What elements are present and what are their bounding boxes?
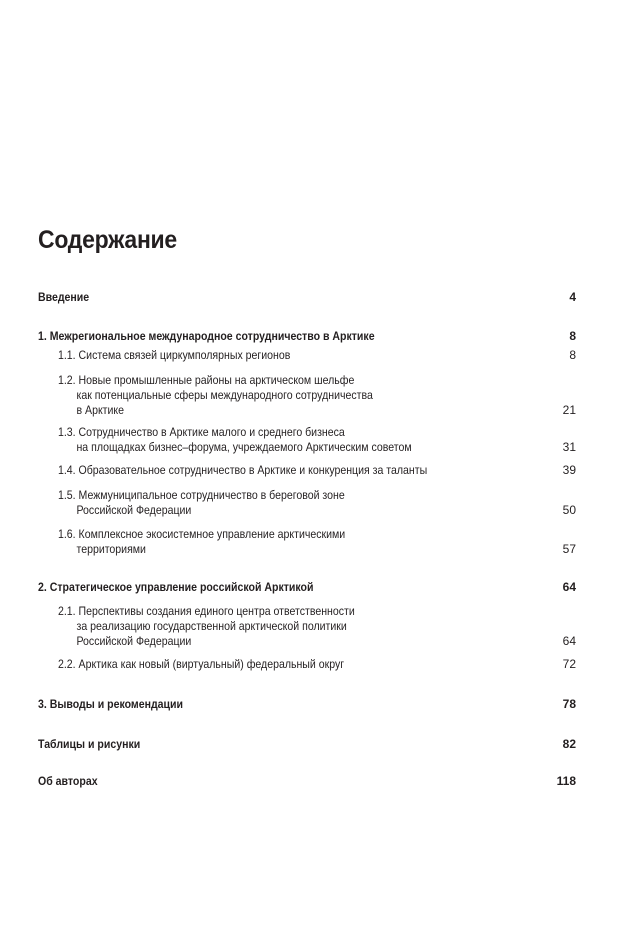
- toc-entry-2-1[interactable]: [58, 604, 576, 649]
- toc-entry-label: 1.4. Образовательное сотрудничество в Арктике и конкуренция за таланты: [58, 463, 428, 477]
- toc-page-number: 50: [562, 503, 576, 517]
- toc-entry-1-6[interactable]: [58, 527, 576, 557]
- toc-entry-1-3[interactable]: [58, 425, 576, 455]
- page-title: Содержание: [38, 226, 177, 254]
- toc-page-number: 31: [562, 440, 576, 454]
- toc-entry-1-1[interactable]: [58, 348, 576, 363]
- toc-entry-2-2[interactable]: [58, 657, 576, 672]
- toc-entry-authors[interactable]: [38, 774, 576, 789]
- toc-entry-label: Об авторах: [38, 774, 98, 788]
- toc-entry-label-line: на площадках бизнес–форума, учреждаемого Арктическим советом: [76, 440, 412, 454]
- toc-entry-label: 1.3. Сотрудничество в Арктике малого и среднего бизнеса: [58, 425, 345, 439]
- toc-entry-chapter-2[interactable]: [38, 580, 576, 595]
- toc-entry-tables[interactable]: [38, 737, 576, 752]
- toc-entry-label: 1. Межрегиональное международное сотрудничество в Арктике: [38, 329, 375, 343]
- toc-entry-label-line: как потенциальные сферы международного сотрудничества: [76, 388, 373, 402]
- toc-entry-label: Введение: [38, 290, 90, 304]
- toc-page-number: 4: [569, 290, 576, 304]
- toc-page-number: 118: [556, 774, 576, 788]
- toc-entry-label: 1.5. Межмуниципальное сотрудничество в береговой зоне: [58, 488, 345, 502]
- toc-page-number: 78: [562, 697, 576, 711]
- toc-page-number: 72: [562, 657, 576, 671]
- toc-page-number: 8: [569, 329, 576, 343]
- toc-page-number: 57: [562, 542, 576, 556]
- toc-entry-label-line: в Арктике: [76, 403, 125, 417]
- toc-entry-label: 2.2. Арктика как новый (виртуальный) федеральный округ: [58, 657, 345, 671]
- toc-entry-intro[interactable]: [38, 290, 576, 305]
- toc-entry-label: 2. Стратегическое управление российской Арктикой: [38, 580, 314, 594]
- toc-entry-1-2[interactable]: [58, 373, 576, 418]
- toc-entry-label-line: Российской Федерации: [76, 634, 192, 648]
- toc-entry-label: 2.1. Перспективы создания единого центра ответственности: [58, 604, 355, 618]
- toc-entry-1-4[interactable]: [58, 463, 576, 478]
- toc-entry-label: 1.1. Система связей циркумполярных регионов: [58, 348, 291, 362]
- toc-page-number: 64: [562, 634, 576, 648]
- toc-entry-chapter-1[interactable]: [38, 329, 576, 344]
- toc-entry-label: Таблицы и рисунки: [38, 737, 141, 751]
- toc-entry-label-line: за реализацию государственной арктической политики: [76, 619, 347, 633]
- toc-page-number: 21: [562, 403, 576, 417]
- toc-entry-label: 3. Выводы и рекомендации: [38, 697, 184, 711]
- toc-page-number: 82: [562, 737, 576, 751]
- toc-page-number: 39: [562, 463, 576, 477]
- toc-entry-label-line: территориями: [76, 542, 146, 556]
- toc-entry-label-line: Российской Федерации: [76, 503, 192, 517]
- toc-entry-chapter-3[interactable]: [38, 697, 576, 712]
- toc-page-number: 64: [562, 580, 576, 594]
- toc-page-number: 8: [569, 348, 576, 362]
- toc-entry-label: 1.2. Новые промышленные районы на арктическом шельфе: [58, 373, 355, 387]
- toc-entry-label: 1.6. Комплексное экосистемное управление арктическими: [58, 527, 346, 541]
- toc-entry-1-5[interactable]: [58, 488, 576, 518]
